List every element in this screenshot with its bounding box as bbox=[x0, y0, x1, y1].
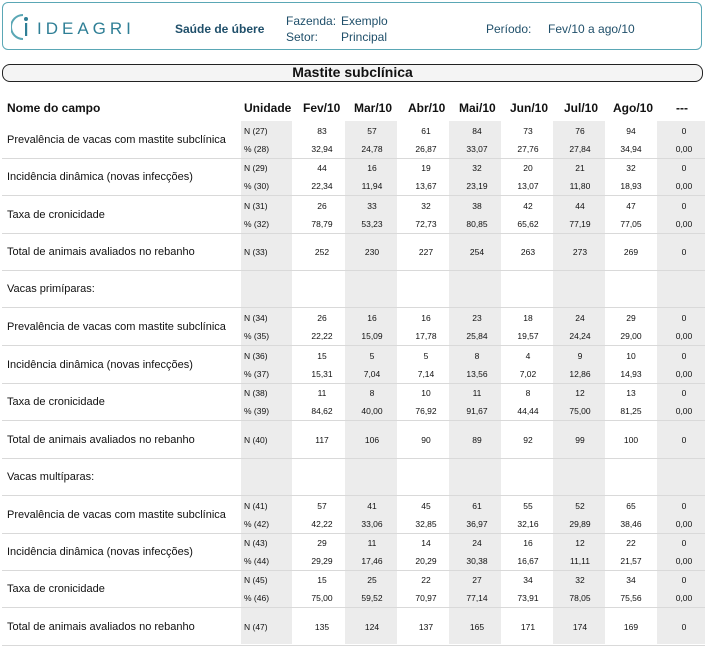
value-cell: 11 bbox=[317, 388, 327, 398]
unit-cell: % (32) bbox=[244, 219, 270, 229]
value-cell: 34 bbox=[626, 575, 636, 585]
value-cell: 33,07 bbox=[466, 144, 488, 154]
section-title: Mastite subclínica bbox=[2, 64, 703, 82]
value-cell: 80,85 bbox=[466, 219, 488, 229]
value-cell: 76 bbox=[575, 126, 585, 136]
value-cell: 20,29 bbox=[415, 556, 437, 566]
value-cell: 10 bbox=[626, 351, 636, 361]
value-cell: 13,56 bbox=[466, 369, 488, 379]
value-cell: 47 bbox=[626, 201, 636, 211]
value-cell: 53,23 bbox=[361, 219, 383, 229]
value-cell: 135 bbox=[314, 622, 330, 632]
value-cell: 11,11 bbox=[569, 556, 590, 566]
col-header-month: Jul/10 bbox=[564, 101, 599, 115]
value-cell: 18,93 bbox=[620, 181, 642, 191]
value-cell: 26 bbox=[317, 201, 327, 211]
value-cell: 29,89 bbox=[569, 519, 591, 529]
value-cell: 0 bbox=[681, 501, 687, 511]
value-cell: 7,14 bbox=[417, 369, 435, 379]
value-cell: 29 bbox=[317, 538, 327, 548]
value-cell: 18 bbox=[523, 313, 533, 323]
col-header-field-name: Nome do campo bbox=[7, 101, 101, 115]
value-cell: 16 bbox=[421, 313, 431, 323]
value-cell: 52 bbox=[575, 501, 585, 511]
row-divider bbox=[2, 345, 705, 346]
value-cell: 169 bbox=[623, 622, 639, 632]
value-cell: 23,19 bbox=[466, 181, 488, 191]
unit-cell: % (44) bbox=[244, 556, 270, 566]
value-cell: 77,05 bbox=[620, 219, 642, 229]
value-cell: 89 bbox=[472, 435, 482, 445]
row-label: Taxa de cronicidade bbox=[7, 209, 105, 221]
value-cell: 22 bbox=[421, 575, 431, 585]
value-cell: 0,00 bbox=[675, 593, 693, 603]
value-cell: 0,00 bbox=[675, 406, 693, 416]
value-cell: 25,84 bbox=[466, 331, 488, 341]
value-cell: 78,05 bbox=[569, 593, 591, 603]
unit-cell: N (34) bbox=[244, 313, 268, 323]
value-cell: 32 bbox=[472, 163, 482, 173]
value-cell: 273 bbox=[572, 247, 588, 257]
value-cell: 10 bbox=[421, 388, 431, 398]
value-cell: 34 bbox=[523, 575, 533, 585]
value-cell: 73 bbox=[523, 126, 533, 136]
value-cell: 99 bbox=[575, 435, 585, 445]
col-header-month: --- bbox=[676, 101, 688, 115]
row-label: Taxa de cronicidade bbox=[7, 396, 105, 408]
value-cell: 22,34 bbox=[311, 181, 333, 191]
value-cell: 65 bbox=[626, 501, 636, 511]
value-cell: 77,19 bbox=[569, 219, 591, 229]
value-cell: 0 bbox=[681, 622, 687, 632]
value-cell: 73,91 bbox=[517, 593, 539, 603]
value-cell: 16 bbox=[523, 538, 533, 548]
value-cell: 8 bbox=[369, 388, 375, 398]
unit-cell: % (35) bbox=[244, 331, 270, 341]
row-label: Total de animais avaliados no rebanho bbox=[7, 621, 195, 633]
value-cell: 70,97 bbox=[415, 593, 437, 603]
row-divider bbox=[2, 645, 705, 646]
unit-cell: N (31) bbox=[244, 201, 268, 211]
value-cell: 23 bbox=[472, 313, 482, 323]
value-cell: 81,25 bbox=[620, 406, 642, 416]
value-cell: 0,00 bbox=[675, 519, 693, 529]
unit-cell: % (39) bbox=[244, 406, 270, 416]
value-cell: 15,31 bbox=[311, 369, 333, 379]
value-cell: 75,00 bbox=[311, 593, 333, 603]
value-cell: 29 bbox=[626, 313, 636, 323]
col-header-month: Ago/10 bbox=[613, 101, 654, 115]
value-cell: 32 bbox=[421, 201, 431, 211]
value-cell: 78,79 bbox=[311, 219, 333, 229]
unit-cell: N (47) bbox=[244, 622, 268, 632]
unit-cell: N (36) bbox=[244, 351, 268, 361]
value-cell: 15,09 bbox=[361, 331, 383, 341]
value-cell: 15 bbox=[317, 351, 327, 361]
value-cell: 32 bbox=[626, 163, 636, 173]
value-cell: 32,16 bbox=[517, 519, 539, 529]
value-cell: 26,87 bbox=[415, 144, 437, 154]
row-divider bbox=[2, 383, 705, 384]
unit-cell: % (46) bbox=[244, 593, 270, 603]
period-value: Fev/10 a ago/10 bbox=[548, 22, 635, 36]
value-cell: 15 bbox=[317, 575, 327, 585]
value-cell: 57 bbox=[317, 501, 327, 511]
value-cell: 33,06 bbox=[361, 519, 383, 529]
report-title: Saúde de úbere bbox=[175, 22, 265, 36]
unit-cell: N (27) bbox=[244, 126, 268, 136]
value-cell: 22,22 bbox=[311, 331, 333, 341]
value-cell: 106 bbox=[364, 435, 380, 445]
value-cell: 0,00 bbox=[675, 556, 693, 566]
value-cell: 19,57 bbox=[517, 331, 539, 341]
value-cell: 29,29 bbox=[311, 556, 333, 566]
value-cell: 76,92 bbox=[415, 406, 437, 416]
col-header-month: Jun/10 bbox=[510, 101, 549, 115]
value-cell: 7,02 bbox=[519, 369, 537, 379]
value-cell: 42,22 bbox=[311, 519, 333, 529]
col-header-unit: Unidade bbox=[244, 101, 292, 115]
sector-label: Setor: bbox=[286, 30, 319, 44]
value-cell: 12,86 bbox=[569, 369, 591, 379]
value-cell: 55 bbox=[523, 501, 533, 511]
value-cell: 33 bbox=[367, 201, 377, 211]
value-cell: 117 bbox=[315, 435, 329, 445]
value-cell: 24 bbox=[575, 313, 585, 323]
unit-cell: % (42) bbox=[244, 519, 270, 529]
unit-cell: N (45) bbox=[244, 575, 268, 585]
row-divider bbox=[2, 307, 705, 308]
unit-cell: N (40) bbox=[244, 435, 268, 445]
row-label: Prevalência de vacas com mastite subclínica bbox=[7, 134, 226, 146]
value-cell: 0,00 bbox=[675, 144, 693, 154]
value-cell: 29,00 bbox=[620, 331, 642, 341]
value-cell: 17,46 bbox=[361, 556, 383, 566]
row-divider bbox=[2, 458, 705, 459]
value-cell: 41 bbox=[367, 501, 377, 511]
row-divider bbox=[2, 533, 705, 534]
value-cell: 32,94 bbox=[311, 144, 333, 154]
value-cell: 44,44 bbox=[517, 406, 539, 416]
value-cell: 0 bbox=[681, 575, 687, 585]
value-cell: 91,67 bbox=[466, 406, 488, 416]
value-cell: 11,94 bbox=[361, 181, 383, 191]
value-cell: 45 bbox=[421, 501, 431, 511]
report-header bbox=[2, 2, 702, 50]
farm-label: Fazenda: bbox=[286, 14, 337, 28]
value-cell: 0,00 bbox=[675, 331, 693, 341]
col-header-month: Abr/10 bbox=[408, 101, 446, 115]
farm-value: Exemplo bbox=[341, 14, 388, 28]
value-cell: 36,97 bbox=[466, 519, 488, 529]
value-cell: 124 bbox=[364, 622, 380, 632]
value-cell: 34,94 bbox=[620, 144, 642, 154]
value-cell: 12 bbox=[575, 388, 585, 398]
value-cell: 40,00 bbox=[361, 406, 383, 416]
value-cell: 0 bbox=[681, 247, 687, 257]
value-cell: 0 bbox=[681, 351, 687, 361]
value-cell: 8 bbox=[525, 388, 531, 398]
value-cell: 9 bbox=[577, 351, 583, 361]
value-cell: 59,52 bbox=[361, 593, 383, 603]
row-divider bbox=[2, 195, 705, 196]
value-cell: 230 bbox=[364, 247, 380, 257]
row-divider bbox=[2, 570, 705, 571]
value-cell: 16 bbox=[367, 163, 377, 173]
value-cell: 0,00 bbox=[675, 219, 693, 229]
value-cell: 0 bbox=[681, 201, 687, 211]
value-cell: 0,00 bbox=[675, 369, 693, 379]
value-cell: 75,00 bbox=[569, 406, 591, 416]
value-cell: 26 bbox=[317, 313, 327, 323]
row-label: Incidência dinâmica (novas infecções) bbox=[7, 171, 193, 183]
value-cell: 57 bbox=[367, 126, 377, 136]
value-cell: 20 bbox=[523, 163, 533, 173]
value-cell: 7,04 bbox=[363, 369, 381, 379]
value-cell: 14,93 bbox=[620, 369, 642, 379]
row-label: Incidência dinâmica (novas infecções) bbox=[7, 359, 193, 371]
row-divider bbox=[2, 607, 705, 608]
value-cell: 24 bbox=[472, 538, 482, 548]
unit-cell: % (37) bbox=[244, 369, 270, 379]
value-cell: 19 bbox=[421, 163, 431, 173]
value-cell: 100 bbox=[623, 435, 639, 445]
value-cell: 165 bbox=[469, 622, 485, 632]
unit-cell: N (29) bbox=[244, 163, 268, 173]
value-cell: 75,56 bbox=[620, 593, 642, 603]
value-cell: 171 bbox=[520, 622, 536, 632]
value-cell: 90 bbox=[421, 435, 431, 445]
row-label: Incidência dinâmica (novas infecções) bbox=[7, 546, 193, 558]
row-label: Vacas multíparas: bbox=[7, 471, 95, 483]
value-cell: 44 bbox=[317, 163, 327, 173]
value-cell: 4 bbox=[525, 351, 531, 361]
value-cell: 21,57 bbox=[620, 556, 642, 566]
value-cell: 30,38 bbox=[466, 556, 488, 566]
value-cell: 61 bbox=[472, 501, 482, 511]
row-divider bbox=[2, 233, 705, 234]
row-label: Vacas primíparas: bbox=[7, 283, 95, 295]
row-divider bbox=[2, 158, 705, 159]
value-cell: 84,62 bbox=[311, 406, 333, 416]
value-cell: 16 bbox=[367, 313, 377, 323]
value-cell: 0 bbox=[681, 388, 687, 398]
value-cell: 252 bbox=[314, 247, 330, 257]
value-cell: 21 bbox=[575, 163, 585, 173]
value-cell: 11 bbox=[472, 388, 482, 398]
period-label: Período: bbox=[486, 22, 532, 36]
value-cell: 0 bbox=[681, 435, 687, 445]
value-cell: 44 bbox=[575, 201, 585, 211]
value-cell: 0,00 bbox=[675, 181, 693, 191]
unit-cell: % (30) bbox=[244, 181, 270, 191]
value-cell: 27,76 bbox=[517, 144, 539, 154]
value-cell: 269 bbox=[623, 247, 639, 257]
value-cell: 17,78 bbox=[415, 331, 437, 341]
row-label: Prevalência de vacas com mastite subclínica bbox=[7, 321, 226, 333]
value-cell: 27 bbox=[472, 575, 482, 585]
unit-cell: N (38) bbox=[244, 388, 268, 398]
value-cell: 32 bbox=[575, 575, 585, 585]
sector-value: Principal bbox=[341, 30, 388, 44]
value-cell: 0 bbox=[681, 163, 687, 173]
value-cell: 263 bbox=[520, 247, 536, 257]
col-header-month: Fev/10 bbox=[303, 101, 341, 115]
logo-text: IDEAGRI bbox=[37, 19, 135, 38]
row-label: Prevalência de vacas com mastite subclínica bbox=[7, 509, 226, 521]
value-cell: 92 bbox=[523, 435, 533, 445]
value-cell: 5 bbox=[423, 351, 429, 361]
value-cell: 0 bbox=[681, 126, 687, 136]
value-cell: 174 bbox=[572, 622, 588, 632]
value-cell: 27,84 bbox=[569, 144, 591, 154]
value-cell: 13 bbox=[626, 388, 636, 398]
value-cell: 11,80 bbox=[569, 181, 591, 191]
unit-cell: N (33) bbox=[244, 247, 268, 257]
value-cell: 72,73 bbox=[415, 219, 437, 229]
logo-mark-icon bbox=[11, 12, 35, 42]
value-cell: 42 bbox=[523, 201, 533, 211]
value-cell: 25 bbox=[367, 575, 377, 585]
value-cell: 16,67 bbox=[517, 556, 539, 566]
value-cell: 84 bbox=[472, 126, 482, 136]
row-divider bbox=[2, 270, 705, 271]
value-cell: 14 bbox=[421, 538, 431, 548]
value-cell: 38 bbox=[472, 201, 482, 211]
value-cell: 94 bbox=[626, 126, 636, 136]
value-cell: 32,85 bbox=[415, 519, 437, 529]
value-cell: 65,62 bbox=[517, 219, 539, 229]
value-cell: 254 bbox=[469, 247, 485, 257]
ideagri-logo bbox=[11, 12, 135, 42]
value-cell: 38,46 bbox=[620, 519, 642, 529]
unit-cell: N (41) bbox=[244, 501, 268, 511]
unit-cell: % (28) bbox=[244, 144, 270, 154]
value-cell: 0 bbox=[681, 538, 687, 548]
value-cell: 13,07 bbox=[517, 181, 539, 191]
row-divider bbox=[2, 495, 705, 496]
value-cell: 137 bbox=[418, 622, 434, 632]
value-cell: 61 bbox=[421, 126, 431, 136]
value-cell: 77,14 bbox=[466, 593, 488, 603]
value-cell: 24,24 bbox=[569, 331, 591, 341]
value-cell: 0 bbox=[681, 313, 687, 323]
value-cell: 13,67 bbox=[415, 181, 437, 191]
row-label: Total de animais avaliados no rebanho bbox=[7, 434, 195, 446]
value-cell: 11 bbox=[367, 538, 377, 548]
row-label: Total de animais avaliados no rebanho bbox=[7, 246, 195, 258]
col-header-month: Mai/10 bbox=[459, 101, 496, 115]
value-cell: 8 bbox=[474, 351, 480, 361]
value-cell: 24,78 bbox=[361, 144, 383, 154]
value-cell: 83 bbox=[317, 126, 327, 136]
value-cell: 12 bbox=[575, 538, 585, 548]
value-cell: 227 bbox=[418, 247, 434, 257]
value-cell: 5 bbox=[369, 351, 375, 361]
value-cell: 22 bbox=[626, 538, 636, 548]
col-header-month: Mar/10 bbox=[354, 101, 393, 115]
row-label: Taxa de cronicidade bbox=[7, 583, 105, 595]
unit-cell: N (43) bbox=[244, 538, 268, 548]
row-divider bbox=[2, 420, 705, 421]
